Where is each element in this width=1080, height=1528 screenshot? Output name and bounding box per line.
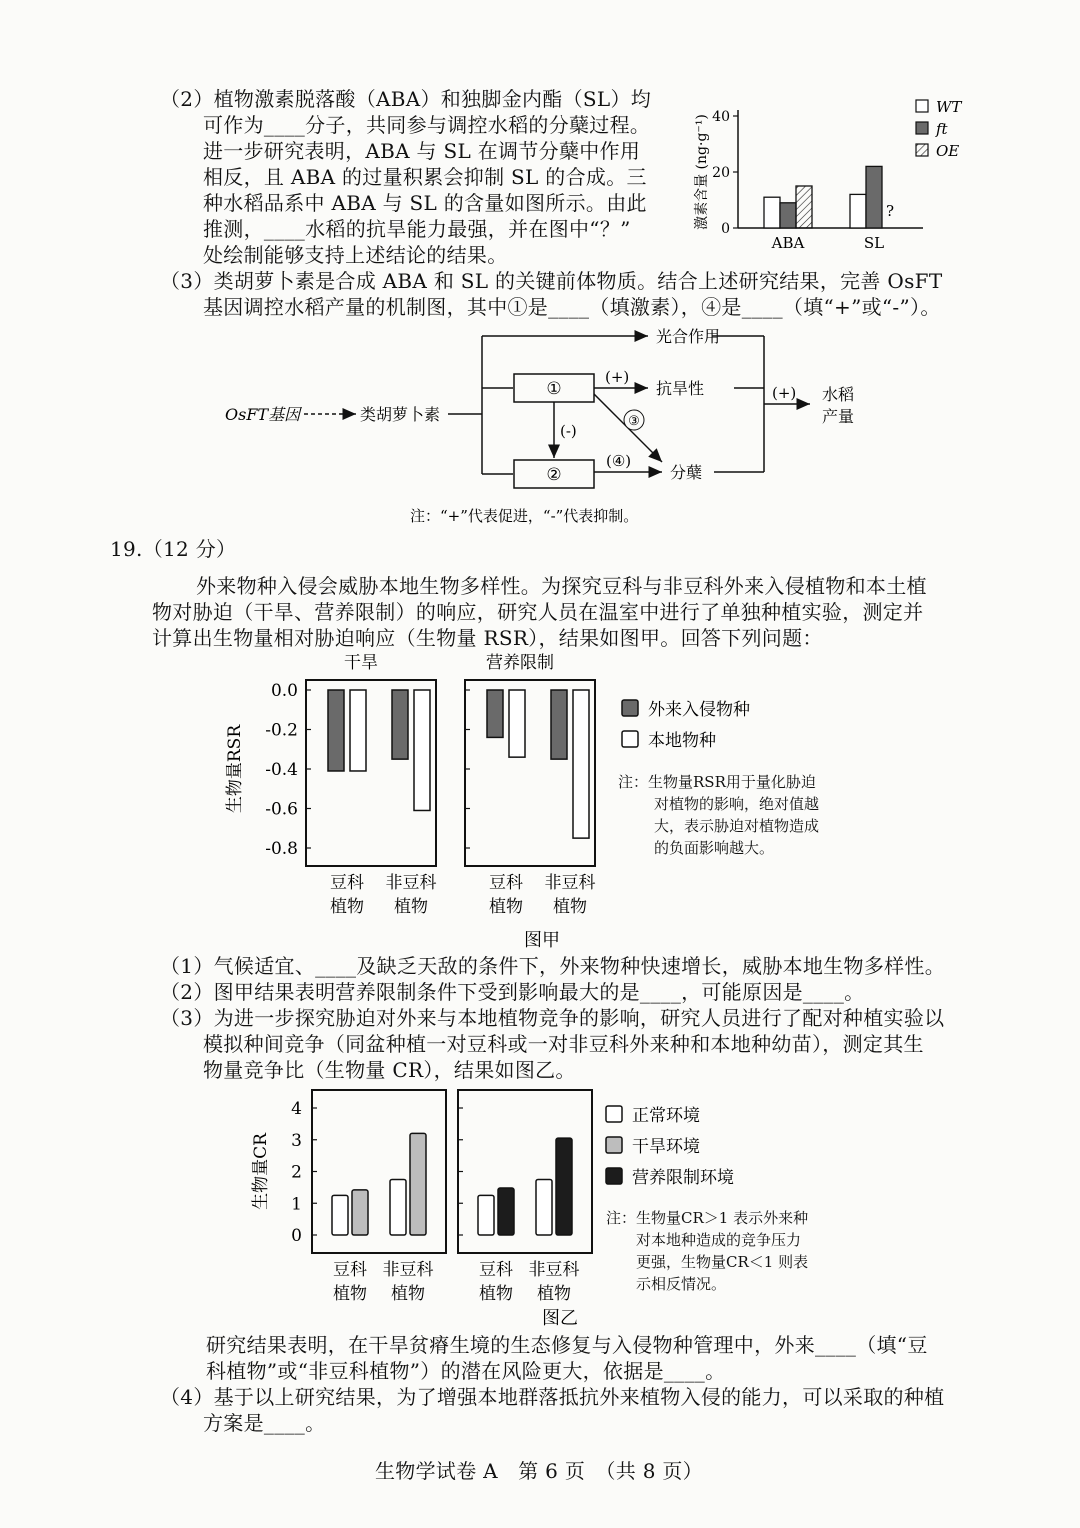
y-tick-label: 40	[712, 109, 730, 125]
q19-3-line: （3）为进一步探究胁迫对外来与本地植物竞争的影响，研究人员进行了配对种植实验以	[160, 1006, 945, 1030]
plus-label: (+)	[605, 368, 630, 386]
legend-swatch	[606, 1168, 622, 1184]
bar-本地物种-营养限制-豆科植物	[509, 690, 525, 757]
precursor-label: 类胡萝卜素	[360, 405, 441, 424]
y-tick-label: -0.4	[265, 760, 298, 780]
plus-label: (+)	[772, 384, 797, 402]
bar-外来入侵物种-干旱-豆科植物	[328, 690, 344, 771]
y-tick-label: 1	[291, 1194, 302, 1215]
bar-ft-ABA	[780, 203, 796, 228]
fig-yi-note-line: 示相反情况。	[636, 1275, 727, 1293]
q18-p2-line: （2）植物激素脱落酸（ABA）和独脚金内酯（SL）均	[160, 87, 652, 111]
x-tick-label: 植物	[537, 1284, 571, 1304]
bar-营养限制环境-非豆科植物	[556, 1138, 572, 1235]
photosynthesis-label: 光合作用	[656, 327, 721, 346]
q19-3b-line: 研究结果表明，在干旱贫瘠生境的生态修复与入侵物种管理中，外来____（填“豆	[206, 1333, 928, 1357]
legend-swatch-ft	[916, 122, 928, 134]
x-tick-label: 植物	[330, 897, 364, 917]
x-tick-label: 植物	[489, 897, 523, 917]
node-4-label: (④)	[606, 452, 632, 470]
legend-swatch	[606, 1137, 622, 1153]
x-tick-label: 非豆科	[385, 873, 437, 893]
yield-label: 水稻	[822, 385, 855, 404]
legend-label-OE: OE	[936, 142, 960, 160]
x-tick-label: 植物	[333, 1284, 367, 1304]
yield-label: 产量	[822, 407, 855, 426]
minus-label: (-)	[560, 422, 577, 440]
figure-caption: 图乙	[542, 1308, 578, 1329]
x-tick-label: 非豆科	[544, 873, 596, 893]
bar-本地物种-干旱-豆科植物	[350, 690, 366, 771]
y-tick-label: 2	[291, 1162, 302, 1183]
bar-正常环境-非豆科植物	[390, 1179, 406, 1235]
legend-swatch	[606, 1106, 622, 1122]
bar-OE-ABA	[796, 186, 812, 228]
x-tick-label: SL	[863, 234, 885, 252]
fig-yi-note-line: 更强，生物量CR＜1 则表	[636, 1253, 809, 1271]
q18-p2-line: 可作为____分子，共同参与调控水稻的分蘖过程。	[203, 113, 651, 137]
fig-jia-note-line: 大，表示胁迫对植物造成	[654, 817, 820, 835]
q18-p2-line: 推测，____水稻的抗旱能力最强，并在图中“？”	[203, 217, 631, 241]
legend-swatch-WT	[916, 100, 928, 112]
y-tick-label: -0.6	[265, 799, 298, 820]
panel-title: 营养限制	[486, 653, 554, 673]
legend-label: 外来入侵物种	[648, 700, 750, 720]
gene-label: OsFT基因	[225, 405, 301, 424]
legend-label: 干旱环境	[632, 1137, 700, 1157]
legend-label-ft: ft	[936, 120, 948, 138]
bar-正常环境-豆科植物	[332, 1195, 348, 1235]
osft-mechanism-diagram	[210, 322, 890, 532]
y-axis-label: 生物量RSR	[225, 724, 245, 814]
diagram-note: 注：“+”代表促进，“-”代表抑制。	[410, 507, 639, 525]
q18-p3-line: （3）类胡萝卜素是合成 ABA 和 SL 的关键前体物质。结合上述研究结果，完善 OsFT	[160, 269, 943, 293]
q19-3-line: 物量竞争比（生物量 CR），结果如图乙。	[203, 1058, 576, 1082]
page-footer: 生物学试卷 A 第 6 页 （共 8 页）	[375, 1459, 703, 1483]
y-tick-label: 4	[291, 1099, 302, 1119]
legend-label: 正常环境	[632, 1106, 700, 1126]
node-1-label: ①	[546, 379, 562, 399]
q19-intro-line: 计算出生物量相对胁迫响应（生物量 RSR），结果如图甲。回答下列问题：	[152, 626, 823, 650]
x-tick-label: 植物	[391, 1284, 425, 1304]
bar-外来入侵物种-干旱-非豆科植物	[392, 690, 408, 759]
bar-本地物种-干旱-非豆科植物	[414, 690, 430, 810]
y-axis-label: 生物量CR	[251, 1133, 271, 1210]
x-tick-label: 非豆科	[528, 1260, 580, 1280]
y-tick-label: 3	[291, 1130, 302, 1151]
node-2-label: ②	[546, 465, 562, 485]
y-tick-label: 0	[721, 221, 730, 237]
node-3-label: ③	[628, 414, 640, 429]
fig-jia-note-line: 的负面影响越大。	[654, 839, 775, 857]
legend-label: 本地物种	[648, 731, 716, 751]
q19-intro-line: 外来物种入侵会威胁本地生物多样性。为探究豆科与非豆科外来入侵植物和本土植	[196, 574, 927, 598]
legend-swatch	[622, 731, 638, 747]
fig-jia-note-line: 对植物的影响，绝对值越	[654, 795, 820, 813]
x-tick-label: 豆科	[333, 1260, 367, 1280]
bar-干旱环境-豆科植物	[352, 1190, 368, 1235]
bar-外来入侵物种-营养限制-豆科植物	[487, 690, 503, 737]
q19-3b-line: 科植物”或“非豆科植物”）的潜在风险更大，依据是____。	[206, 1359, 726, 1383]
drought-label: 抗旱性	[656, 379, 705, 398]
hormone-content-chart	[680, 92, 980, 262]
q19-4-line: （4）基于以上研究结果，为了增强本地群落抵抗外来植物入侵的能力，可以采取的种植	[160, 1385, 945, 1409]
question-19-header: 19.（12 分）	[110, 537, 237, 561]
bar-干旱环境-非豆科植物	[410, 1133, 426, 1235]
bar-ft-SL	[866, 166, 882, 228]
y-tick-label: 20	[712, 165, 730, 181]
fig-yi-note-line: 对本地种造成的竞争压力	[636, 1231, 802, 1249]
bar-营养限制环境-豆科植物	[498, 1188, 514, 1235]
q18-p3-line: 基因调控水稻产量的机制图，其中①是____（填激素），④是____（填“+”或“-”）。	[203, 295, 941, 319]
q19-4-line: 方案是____。	[203, 1411, 326, 1435]
bar-正常环境-豆科植物	[478, 1195, 494, 1235]
y-tick-label: 0	[291, 1226, 302, 1246]
x-tick-label: 非豆科	[382, 1260, 434, 1280]
figure-caption: 图甲	[524, 930, 560, 950]
fig-yi-note-line: 注：生物量CR＞1 表示外来种	[606, 1209, 809, 1227]
x-tick-label: 植物	[479, 1284, 513, 1304]
q19-2: （2）图甲结果表明营养限制条件下受到影响最大的是____，可能原因是____。	[160, 980, 865, 1004]
tiller-label: 分蘖	[670, 463, 703, 482]
y-tick-label: -0.2	[265, 720, 298, 741]
panel-title: 干旱	[344, 653, 378, 673]
bar-WT-SL	[850, 194, 866, 228]
bar-WT-ABA	[764, 197, 780, 228]
q19-1: （1）气候适宜、____及缺乏天敌的条件下，外来物种快速增长，威胁本地生物多样性。	[160, 954, 946, 978]
x-tick-label: 植物	[553, 897, 587, 917]
legend-label: 营养限制环境	[632, 1168, 734, 1188]
q18-p2-line: 相反，且 ABA 的过量积累会抑制 SL 的合成。三	[203, 165, 647, 189]
y-tick-label: 0.0	[270, 681, 298, 701]
bar-外来入侵物种-营养限制-非豆科植物	[551, 690, 567, 759]
q18-p2-line: 种水稻品系中 ABA 与 SL 的含量如图所示。由此	[203, 191, 647, 215]
legend-label-WT: WT	[936, 98, 962, 116]
q19-3-line: 模拟种间竞争（同盆种植一对豆科或一对非豆科外来种和本地种幼苗），测定其生	[203, 1032, 924, 1056]
legend-swatch-OE	[916, 144, 928, 156]
bar-本地物种-营养限制-非豆科植物	[573, 690, 589, 838]
x-tick-label: 豆科	[489, 873, 523, 893]
x-tick-label: ABA	[771, 234, 805, 252]
x-tick-label: 豆科	[330, 873, 364, 893]
q18-p2-line: 进一步研究表明，ABA 与 SL 在调节分蘖中作用	[203, 139, 641, 163]
y-axis-label: 激素含量 (ng·g⁻¹)	[694, 114, 710, 230]
x-tick-label: 植物	[394, 897, 428, 917]
q19-intro-line: 物对胁迫（干旱、营养限制）的响应，研究人员在温室中进行了单独种植实验，测定并	[152, 600, 924, 624]
missing-value-annotation: ?	[886, 202, 895, 220]
y-tick-label: -0.8	[265, 839, 298, 859]
x-tick-label: 豆科	[479, 1260, 513, 1280]
fig-jia-note-line: 注：生物量RSR用于量化胁迫	[618, 773, 816, 791]
bar-正常环境-非豆科植物	[536, 1179, 552, 1235]
q18-p2-line: 处绘制能够支持上述结论的结果。	[203, 243, 508, 267]
legend-swatch	[622, 700, 638, 716]
